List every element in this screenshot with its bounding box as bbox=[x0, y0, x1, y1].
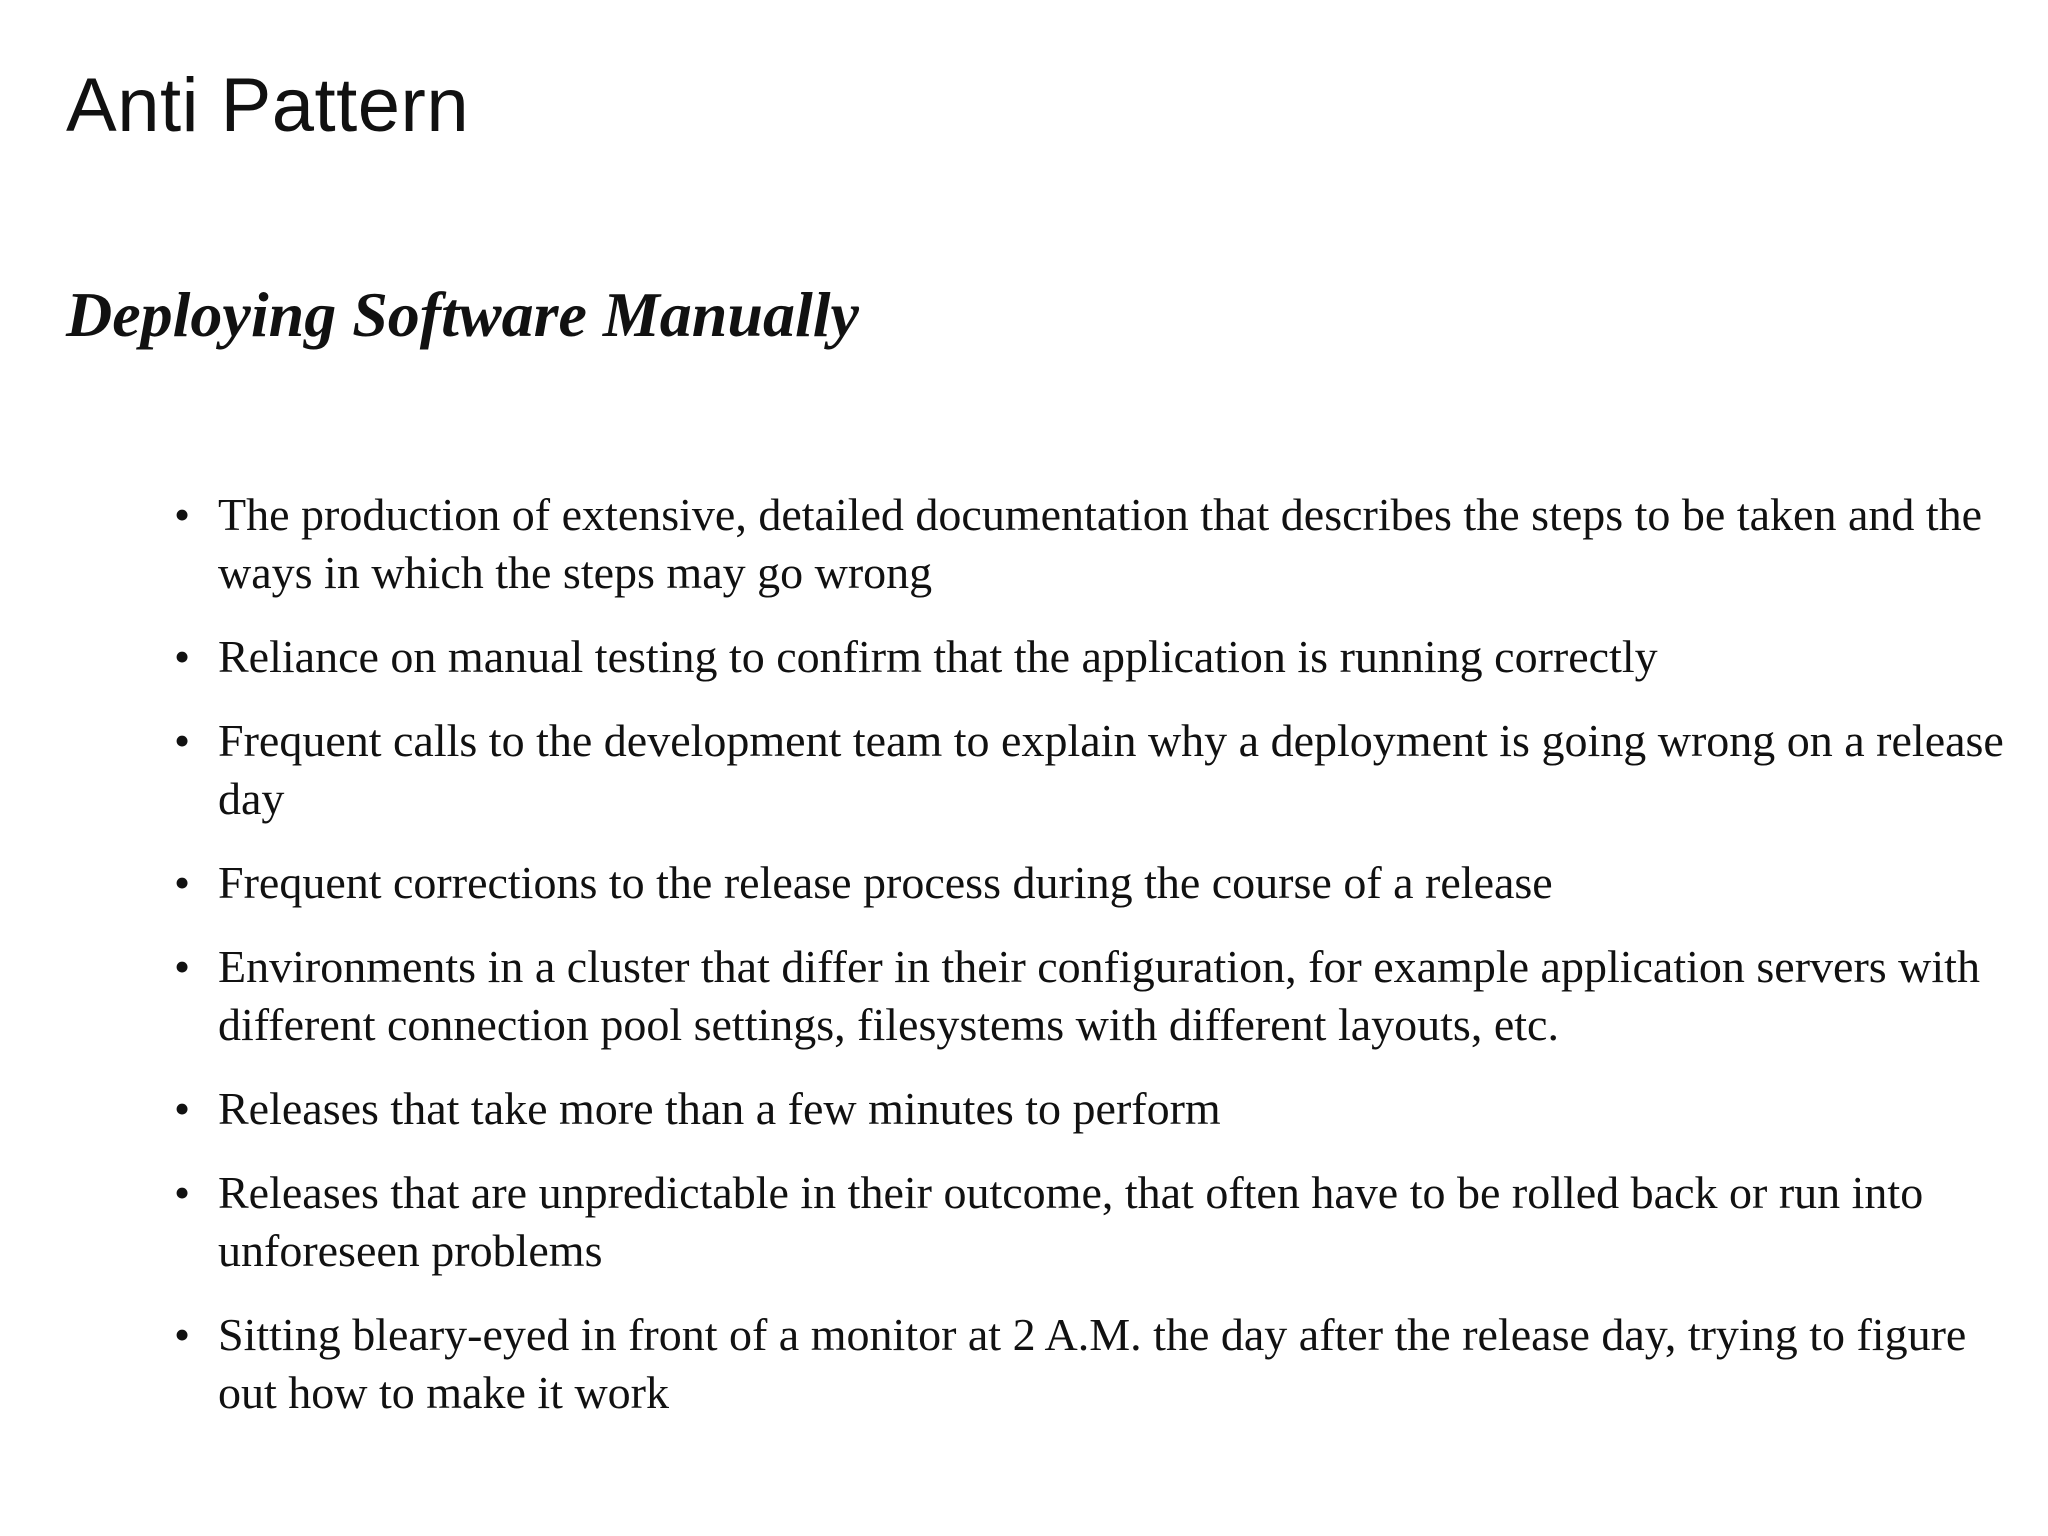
bullet-text: Releases that are unpredictable in their outcome, that often have to be rolled back or run into unforeseen problems bbox=[218, 1167, 1924, 1276]
bullet-point-icon: • bbox=[173, 857, 191, 908]
bullet-item bbox=[160, 1164, 2020, 1280]
bullet-point-icon: • bbox=[173, 1309, 191, 1360]
bullet-text: Releases that take more than a few minutes to perform bbox=[218, 1083, 1221, 1134]
bullet-item bbox=[160, 486, 2020, 602]
slide-title: Anti Pattern bbox=[66, 63, 470, 148]
bullet-point-icon: • bbox=[173, 631, 191, 682]
bullet-point-icon: • bbox=[173, 715, 191, 766]
bullet-item bbox=[160, 938, 2020, 1054]
slide-subtitle: Deploying Software Manually bbox=[66, 279, 859, 350]
bullet-point-icon: • bbox=[173, 1167, 191, 1218]
bullet-item bbox=[160, 1306, 2020, 1422]
bullet-text: Frequent corrections to the release process during the course of a release bbox=[218, 857, 1553, 908]
bullet-text: Sitting bleary-eyed in front of a monitor at 2 A.M. the day after the release day, trying to figure out how to make it work bbox=[218, 1309, 1967, 1418]
bullet-point-icon: • bbox=[173, 941, 191, 992]
bullet-point-icon: • bbox=[173, 489, 191, 540]
bullet-item bbox=[160, 1080, 2020, 1138]
bullet-item bbox=[160, 854, 2020, 912]
bullet-text: Environments in a cluster that differ in their configuration, for example application servers with different connection pool settings, filesystems with different layouts, etc. bbox=[218, 941, 1980, 1050]
bullet-item bbox=[160, 628, 2020, 686]
bullet-list bbox=[160, 486, 2020, 1448]
bullet-point-icon: • bbox=[173, 1083, 191, 1134]
bullet-text: Reliance on manual testing to confirm that the application is running correctly bbox=[218, 631, 1658, 682]
bullet-item bbox=[160, 712, 2020, 828]
bullet-text: The production of extensive, detailed documentation that describes the steps to be taken and the ways in which the steps may go wrong bbox=[218, 489, 1983, 598]
bullet-text: Frequent calls to the development team to explain why a deployment is going wrong on a release day bbox=[218, 715, 2004, 824]
